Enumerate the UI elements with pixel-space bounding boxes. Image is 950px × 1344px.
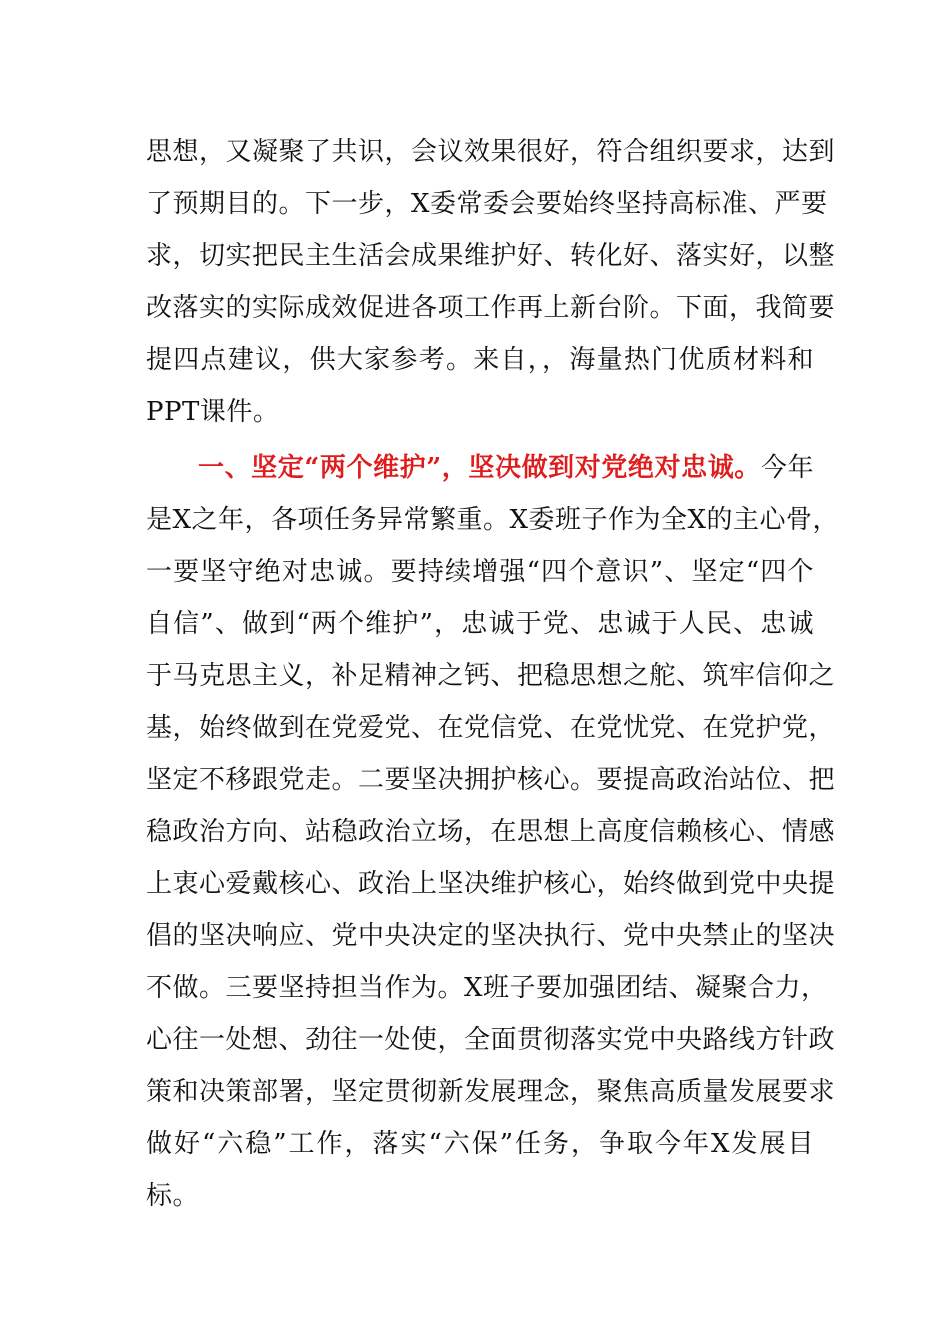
paragraph-line: 倡的坚决响应、党中央决定的坚决执行、党中央禁止的坚决 <box>146 921 836 951</box>
paragraph-line: 于马克思主义，补足精神之钙、把稳思想之舵、筑牢信仰之 <box>146 661 836 691</box>
paragraph-line: 了预期目的。下一步，X委常委会要始终坚持高标准、严要 <box>146 189 828 219</box>
paragraph-line: 上衷心爱戴核心、政治上坚决维护核心，始终做到党中央提 <box>146 869 836 899</box>
section-heading: 一、坚定“两个维护”，坚决做到对党绝对忠诚。 <box>198 453 761 483</box>
paragraph-line: 策和决策部署，坚定贯彻新发展理念，聚焦高质量发展要求 <box>146 1077 836 1107</box>
paragraph-line: 做好“六稳”工作，落实“六保”任务，争取今年X发展目 <box>146 1129 814 1159</box>
paragraph-line: 心往一处想、劲往一处使，全面贯彻落实党中央路线方针政 <box>146 1025 836 1055</box>
paragraph-line: 思想，又凝聚了共识，会议效果很好，符合组织要求，达到 <box>146 137 836 167</box>
paragraph-line: 是X之年，各项任务异常繁重。X委班子作为全X的主心骨， <box>146 505 840 535</box>
section-heading-line <box>146 442 814 494</box>
paragraph-line: PPT课件。 <box>146 397 280 427</box>
paragraph-line: 基，始终做到在党爱党、在党信党、在党忧党、在党护党， <box>146 713 836 743</box>
section-heading-rest: 今年 <box>760 453 814 483</box>
paragraph-line: 一要坚守绝对忠诚。要持续增强“四个意识”、坚定“四个 <box>146 557 814 587</box>
section-one <box>146 442 840 1222</box>
paragraph-line: 稳政治方向、站稳政治立场，在思想上高度信赖核心、情感 <box>146 817 836 847</box>
paragraph-line: 标。 <box>146 1181 200 1211</box>
paragraph-line: 不做。三要坚持担当作为。X班子要加强团结、凝聚合力， <box>146 973 828 1003</box>
paragraph-line: 坚定不移跟党走。二要坚决拥护核心。要提高政治站位、把 <box>146 765 836 795</box>
paragraph-line: 改落实的实际成效促进各项工作再上新台阶。下面，我简要 <box>146 293 836 323</box>
paragraph-line: 自信”、做到“两个维护”，忠诚于党、忠诚于人民、忠诚 <box>146 609 814 639</box>
paragraph-line: 提四点建议，供大家参考。来自，，海量热门优质材料和 <box>146 345 814 375</box>
paragraph-line: 求，切实把民主生活会成果维护好、转化好、落实好，以整 <box>146 241 836 271</box>
paragraph-intro <box>146 126 836 438</box>
